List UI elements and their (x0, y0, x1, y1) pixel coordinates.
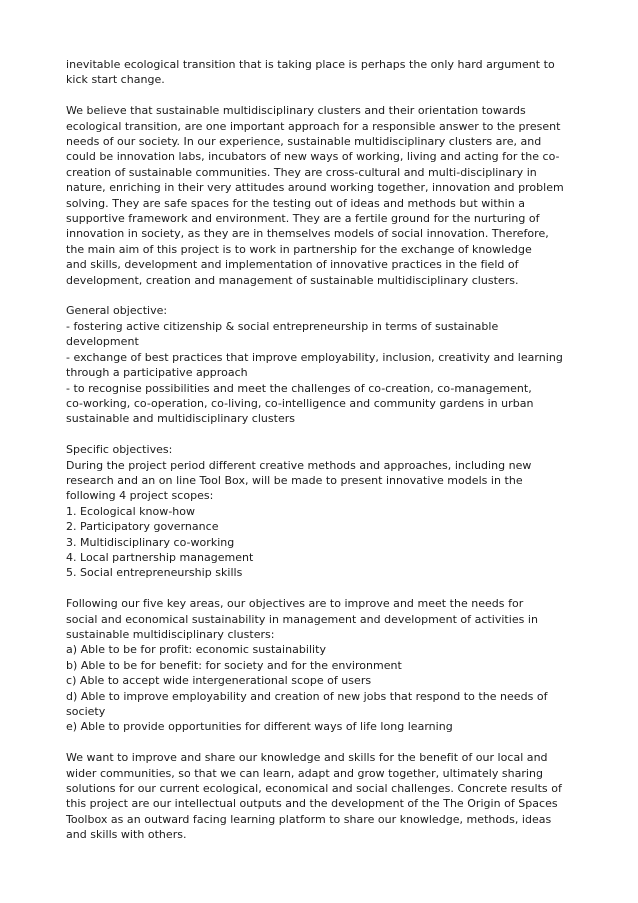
text-line: We want to improve and share our knowledge and skills for the benefit of our local and (66, 751, 548, 765)
text-line: development (66, 335, 139, 349)
text-line: co-working, co-operation, co-living, co-intelligence and community gardens in urban (66, 396, 534, 410)
text-line: ecological transition, are one important approach for a responsible answer to the present (66, 119, 561, 133)
text-line: creation of sustainable communities. They are cross-cultural and multi-disciplinary in (66, 165, 537, 179)
text-line: Toolbox as an outward facing learning platform to share our knowledge, methods, ideas (66, 812, 552, 826)
paragraph (66, 57, 578, 88)
text-line: the main aim of this project is to work in partnership for the exchange of knowledge (66, 242, 532, 256)
text-line: 4. Local partnership management (66, 550, 254, 564)
text-line: 3. Multidisciplinary co-working (66, 535, 235, 549)
text-line: - to recognise possibilities and meet the challenges of co-creation, co-management, (66, 381, 532, 395)
text-line: social and economical sustainability in management and development of activities in (66, 612, 538, 626)
text-line: - exchange of best practices that improve employability, inclusion, creativity and learning (66, 350, 563, 364)
text-line: needs of our society. In our experience, sustainable multidisciplinary clusters are, and (66, 135, 542, 149)
paragraph (66, 750, 578, 842)
text-line: d) Able to improve employability and creation of new jobs that respond to the needs of (66, 689, 548, 703)
text-line: and skills, development and implementation of innovative practices in the field of (66, 258, 519, 272)
text-line: sustainable and multidisciplinary clusters (66, 412, 296, 426)
text-line: - fostering active citizenship & social entrepreneurship in terms of sustainable (66, 319, 499, 333)
text-line: could be innovation labs, incubators of new ways of working, living and acting for the co- (66, 150, 560, 164)
text-line: sustainable multidisciplinary clusters: (66, 627, 275, 641)
text-line: During the project period different creative methods and approaches, including new (66, 458, 532, 472)
text-line: solutions for our current ecological, economical and social challenges. Concrete results of (66, 782, 562, 796)
text-line: this project are our intellectual outputs and the development of the The Origin of Spaces (66, 797, 558, 811)
paragraph (66, 103, 578, 288)
text-line: research and an on line Tool Box, will be made to present innovative models in the (66, 473, 523, 487)
text-line: a) Able to be for profit: economic sustainability (66, 643, 326, 657)
text-line: and skills with others. (66, 828, 187, 842)
text-line: We believe that sustainable multidisciplinary clusters and their orientation towards (66, 104, 526, 118)
text-line: 2. Participatory governance (66, 520, 219, 534)
text-line: supportive framework and environment. They are a fertile ground for the nurturing of (66, 212, 540, 226)
text-line: Specific objectives: (66, 443, 173, 457)
text-line: wider communities, so that we can learn, adapt and grow together, ultimately sharing (66, 766, 544, 780)
text-line: innovation in society, as they are in themselves models of social innovation. Therefore, (66, 227, 549, 241)
text-line: development, creation and management of sustainable multidisciplinary clusters. (66, 273, 519, 287)
text-line: c) Able to accept wide intergenerational scope of users (66, 674, 372, 688)
text-line: following 4 project scopes: (66, 489, 214, 503)
text-line: solving. They are safe spaces for the testing out of ideas and methods but within a (66, 196, 525, 210)
text-line: kick start change. (66, 73, 165, 87)
text-line: 1. Ecological know-how (66, 504, 196, 518)
paragraph (66, 303, 578, 426)
document-page (66, 57, 578, 858)
text-line: inevitable ecological transition that is taking place is perhaps the only hard argument to (66, 58, 555, 71)
text-line: 5. Social entrepreneurship skills (66, 566, 243, 580)
text-line: General objective: (66, 304, 168, 318)
text-line: b) Able to be for benefit: for society and for the environment (66, 658, 402, 672)
text-line: nature, enriching in their very attitudes around working together, innovation and problem (66, 181, 564, 195)
text-line: e) Able to provide opportunities for different ways of life long learning (66, 720, 453, 734)
paragraph (66, 442, 578, 581)
paragraph (66, 596, 578, 735)
text-line: society (66, 705, 106, 718)
text-line: Following our five key areas, our objectives are to improve and meet the needs for (66, 597, 524, 611)
text-line: through a participative approach (66, 366, 248, 380)
